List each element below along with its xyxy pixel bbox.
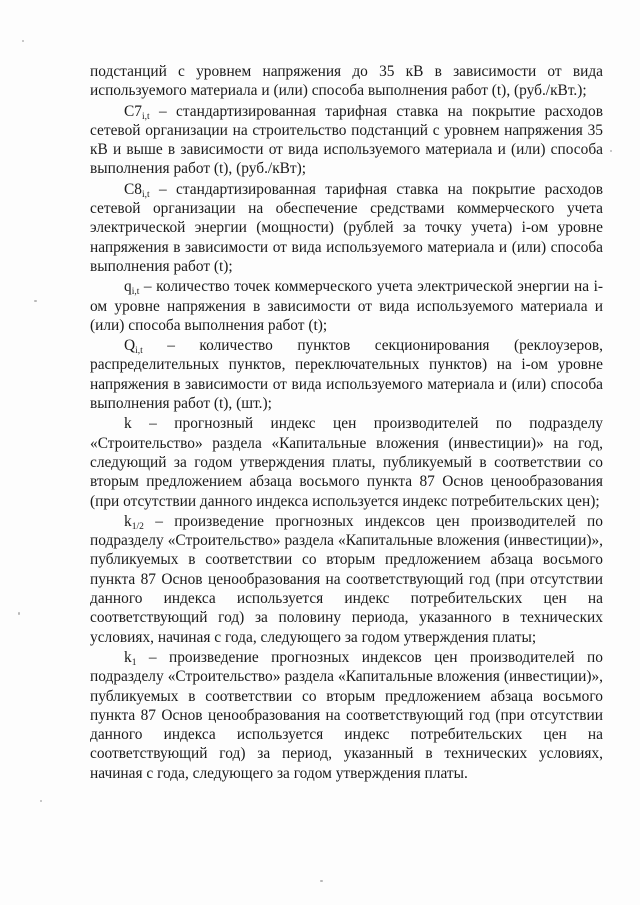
term-symbol: C8 (124, 180, 142, 198)
paragraph-p3 (90, 180, 603, 276)
paragraph-p6 (90, 414, 603, 510)
paragraph-p4 (90, 277, 603, 335)
term-subscript: 1/2 (131, 521, 144, 532)
term-symbol: C7 (124, 102, 142, 120)
scan-speck (22, 40, 24, 42)
term-subscript: i,t (135, 346, 143, 357)
paragraph-p1 (90, 62, 603, 101)
scan-speck (320, 880, 323, 882)
paragraph-p2 (90, 102, 603, 179)
term-subscript: i,t (131, 287, 140, 298)
paragraph-text: – прогнозный индекс цен производителей по подразделу «Строительство» раздела «Капитальные вложения (инвестиции)» на год, следующий за годом утверждения платы, публикуемый в соответствии со вторым предложением абзаца восьмого пункта 87 Основ ценообразования (при отсутствии данного индекса используется индекс потребительских цен); (90, 415, 603, 510)
term-symbol: Q (124, 337, 136, 355)
scan-speck (34, 300, 37, 302)
paragraph-p7 (90, 512, 603, 647)
paragraph-text: – произведение прогнозных индексов цен производителей по подразделу «Строительство» раздела «Капитальные вложения (инвестиции)», публикуемых в соответствии со вторым предложением абзаца восьмого пункта 87 Основ ценообразования на соответствующий год (при отсутствии данного индекса используется индекс потребительских цен на соответствующий год) за половину периода, указанного в технических условиях, начиная с года, следующего за годом утверждения платы; (90, 512, 603, 646)
term-symbol: q (124, 278, 132, 296)
paragraph-text: подстанций с уровнем напряжения до 35 кВ в зависимости от вида используемого материала и (или) способа выполнения работ (t), (руб./кВт.); (90, 63, 603, 100)
scan-speck (18, 612, 20, 615)
scan-speck (40, 800, 42, 802)
paragraph-text: – стандартизированная тарифная ставка на покрытие расходов сетевой организации на обеспечение средствами коммерческого учета электрической энергии (мощности) (рублей за точку учета) i-ом уровне напряжения в зависимости от вида используемого материала и (или) способа выполнения работ (t); (90, 180, 603, 275)
term-symbol: k (124, 648, 132, 666)
paragraph-p5 (90, 336, 603, 413)
paragraph-p8 (90, 648, 603, 783)
term-subscript: 1 (131, 657, 137, 668)
paragraph-text: – стандартизированная тарифная ставка на покрытие расходов сетевой организации на строительство подстанций с уровнем напряжения 35 кВ и выше в зависимости от вида используемого материала и (или) способа выполнения работ (t), (руб./кВт); (90, 102, 603, 178)
term-subscript: i,t (141, 189, 150, 200)
term-symbol: k (124, 512, 132, 530)
document-body (90, 62, 603, 783)
paragraph-text: – количество пунктов секционирования (реклоузеров, распределительных пунктов, переключательных пунктов) на i-ом уровне напряжения в зависимости от вида используемого материала и (или) способа выполнения работ (t), (шт.); (90, 337, 603, 413)
paragraph-text: – количество точек коммерческого учета электрической энергии на i-ом уровне напряжения в зависимости от вида используемого материала и (или) способа выполнения работ (t); (90, 278, 603, 334)
paragraph-text: – произведение прогнозных индексов цен производителей по подразделу «Строительство» раздела «Капитальные вложения (инвестиции)», публикуемых в соответствии со вторым предложением абзаца восьмого пункта 87 Основ ценообразования на соответствующий год (при отсутствии данного индекса используется индекс потребительских цен на соответствующий год) за период, указанный в технических условиях, начиная с года, следующего за годом утверждения платы. (90, 648, 603, 782)
term-symbol: k (124, 415, 132, 433)
scan-speck (610, 150, 612, 152)
term-subscript: i,t (141, 111, 150, 122)
